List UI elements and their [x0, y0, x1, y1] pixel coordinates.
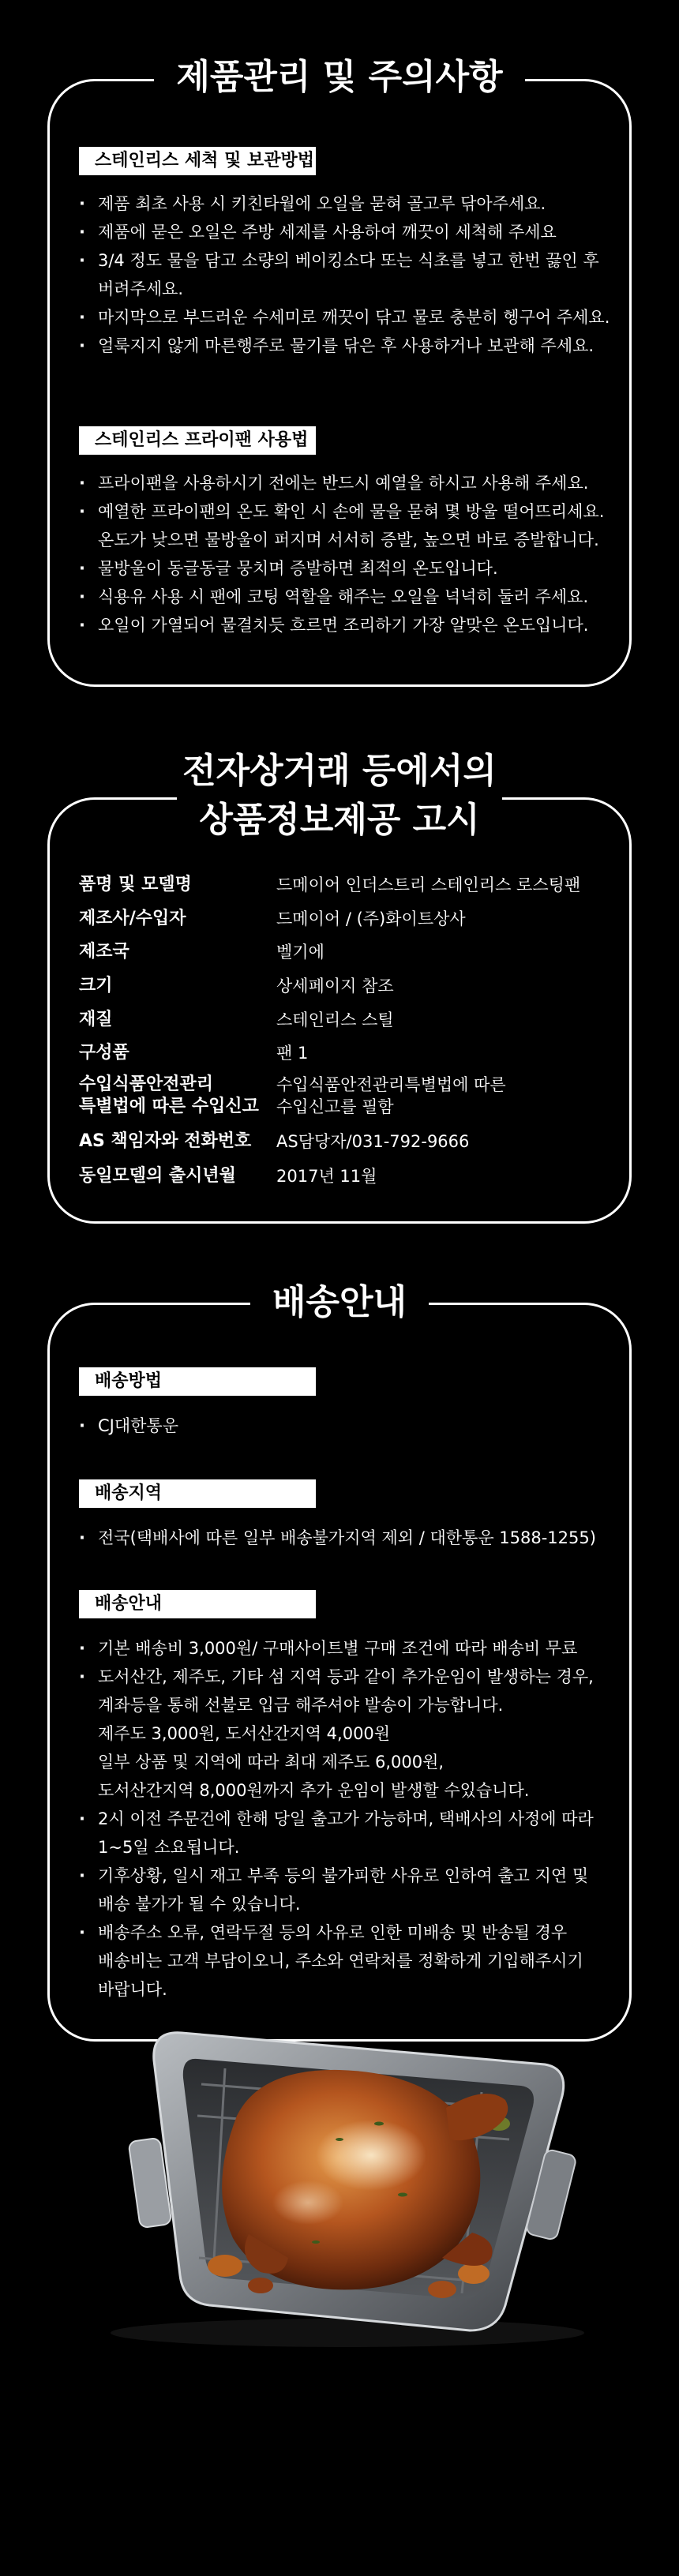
care-section-label-frypan: 스테인리스 프라이팬 사용법: [79, 426, 316, 455]
list-item: · 배송주소 오류, 연락두절 등의 사유로 인한 미배송 및 반송될 경우 배송비는 고객 부담이오니, 주소와 연락처를 정확하게 기입해주시기 바랍니다.: [79, 1918, 616, 2004]
shipping-guide-list: [79, 1634, 616, 2004]
roasting-pan-with-roast-chicken-icon: [0, 2021, 679, 2353]
list-item: · 제품 최초 사용 시 키친타월에 오일을 묻혀 골고루 닦아주세요.: [79, 189, 616, 218]
list-item: · 제품에 묻은 오일은 주방 세제를 사용하여 깨끗이 세척해 주세요: [79, 218, 616, 246]
list-item: · 오일이 가열되어 물결치듯 흐르면 조리하기 가장 알맞은 온도입니다.: [79, 611, 616, 639]
shipping-label-guide: 배송안내: [79, 1590, 316, 1618]
shipping-method-list: [79, 1412, 616, 1440]
care-section-label-cleaning: 스테인리스 세척 및 보관방법: [79, 147, 316, 175]
care-frypan-list: [79, 469, 616, 639]
shipping-area-list: [79, 1524, 616, 1552]
list-item: · 물방울이 동글동글 뭉치며 증발하면 최적의 온도입니다.: [79, 554, 616, 583]
list-item: · 식용유 사용 시 팬에 코팅 역할을 해주는 오일을 넉넉히 둘러 주세요.: [79, 583, 616, 611]
notice-title-line2: 상품정보제공 고시: [177, 796, 501, 845]
list-item: · 2시 이전 주문건에 한해 당일 출고가 가능하며, 택배사의 사정에 따라 1~5일 소요됩니다.: [79, 1805, 616, 1862]
shipping-title: [0, 1279, 679, 1326]
list-item: · 전국(택배사에 따른 일부 배송불가지역 제외 / 대한통운 1588-1255): [79, 1524, 616, 1552]
list-item: · CJ대한통운: [79, 1412, 616, 1440]
list-item: · 도서산간, 제주도, 기타 섬 지역 등과 같이 추가운임이 발생하는 경우, 계좌등을 통해 선불로 입금 해주셔야 발송이 가능합니다. 제주도 3,000원, 도서산간지역 4,000원 일부 상품 및 지역에 따라 최대 제주도 6,000원, 도서산간지역 8,000원까지 추가 운임이 발생할 수있습니다.: [79, 1663, 616, 1805]
care-title-text: 제품관리 및 주의사항: [154, 54, 524, 101]
shipping-label-method: 배송방법: [79, 1367, 316, 1396]
care-title: [0, 54, 679, 101]
list-item: · 예열한 프라이팬의 온도 확인 시 손에 물을 묻혀 몇 방울 떨어뜨리세요. 온도가 낮으면 물방울이 퍼지며 서서히 증발, 높으면 바로 증발합니다.: [79, 497, 616, 554]
shipping-title-text: 배송안내: [250, 1279, 429, 1326]
list-item: · 기본 배송비 3,000원/ 구매사이트별 구매 조건에 따라 배송비 무료: [79, 1634, 616, 1663]
list-item: · 얼룩지지 않게 마른행주로 물기를 닦은 후 사용하거나 보관해 주세요.: [79, 332, 616, 360]
care-cleaning-list: [79, 189, 616, 360]
shipping-label-area: 배송지역: [79, 1479, 316, 1508]
list-item: · 마지막으로 부드러운 수세미로 깨끗이 닦고 물로 충분히 헹구어 주세요.: [79, 303, 616, 332]
notice-title: [0, 747, 679, 845]
list-item: · 3/4 정도 물을 담고 소량의 베이킹소다 또는 식초를 넣고 한번 끓인 후 버려주세요.: [79, 246, 616, 303]
list-item: · 기후상황, 일시 재고 부족 등의 불가피한 사유로 인하여 출고 지연 및 배송 불가가 될 수 있습니다.: [79, 1862, 616, 1918]
list-item: · 프라이팬을 사용하시기 전에는 반드시 예열을 하시고 사용해 주세요.: [79, 469, 616, 497]
notice-title-line1: 전자상거래 등에서의: [160, 747, 519, 796]
